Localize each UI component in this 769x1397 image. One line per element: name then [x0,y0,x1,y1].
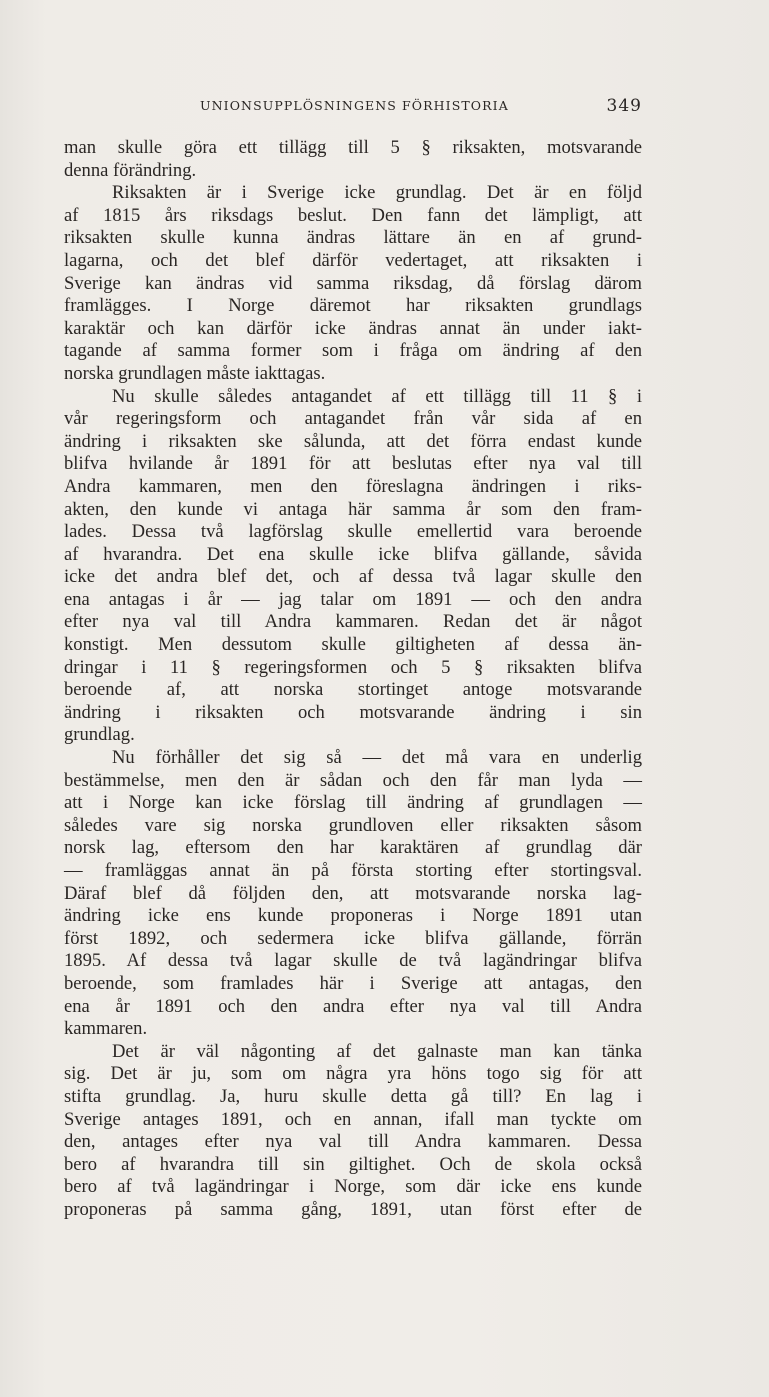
text-line: Riksakten är i Sverige icke grundlag. Det är en följd [112,182,642,204]
text-line: proponeras på samma gång, 1891, utan först efter de [64,1198,642,1220]
text-line: norska grundlagen måste iakttagas. [64,362,326,384]
text-line: kammaren. [64,1018,148,1040]
text-line: Nu förhåller det sig så — det må vara en underlig [112,747,642,769]
text-line: ena år 1891 och den andra efter nya val till Andra [64,995,642,1017]
text-line: norsk lag, eftersom den har karaktären af grundlag där [64,837,642,859]
text-line: beroende, som framlades här i Sverige att antagas, den [64,972,642,994]
text-line: af hvarandra. Det ena skulle icke blifva gällande, såvida [64,543,642,565]
text-line: Sverige kan ändras vid samma riksdag, då förslag därom [64,272,642,294]
text-line: vår regeringsform och antagandet från vår sida af en [64,408,642,430]
text-line: att i Norge kan icke förslag till ändring af grundlagen — [64,792,642,814]
text-line: bero af hvarandra till sin giltighet. Och de skola också [64,1153,642,1175]
text-line: således vare sig norska grundloven eller riksakten såsom [64,814,642,836]
text-line: — framläggas annat än på första storting efter stortingsval. [64,860,642,881]
page-number: 349 [606,96,642,116]
text-line: bestämmelse, men den är sådan och den får man lyda — [64,769,642,791]
text-line: riksakten skulle kunna ändras lättare än en af grund- [64,227,642,249]
text-line: framlägges. I Norge däremot har riksakten grundlags [64,295,642,317]
text-line: denna förändring. [64,159,197,181]
text-line: karaktär och kan därför icke ändras annat än under iakt- [64,317,642,339]
text-line: Andra kammaren, men den föreslagna ändringen i riks- [64,475,642,497]
text-line: ändring i riksakten ske sålunda, att det förra endast kunde [64,430,642,452]
text-line: tagande af samma former som i fråga om ändring af den [64,340,642,362]
text-line: efter nya val till Andra kammaren. Redan det är något [64,611,642,633]
text-line: dringar i 11 § regeringsformen och 5 § riksakten blifva [64,656,642,678]
text-line: 1895. Af dessa två lagar skulle de två lagändringar blifva [64,950,642,972]
text-line: Sverige antages 1891, och en annan, ifall man tyckte om [64,1108,642,1130]
text-line: först 1892, och sedermera icke blifva gällande, förrän [64,927,642,949]
text-line: konstigt. Men dessutom skulle giltigheten af dessa än- [64,634,642,656]
text-line: Nu skulle således antagandet af ett tillägg till 11 § i [112,385,642,407]
text-line: Det är väl någonting af det galnaste man kan tänka [112,1040,642,1062]
text-line: sig. Det är ju, som om några yra höns togo sig för att [64,1063,642,1085]
text-line: blifva hvilande år 1891 för att beslutas efter nya val till [64,453,642,475]
text-line: stifta grundlag. Ja, huru skulle detta gå till? En lag i [64,1085,642,1107]
body-text [64,137,642,1222]
text-line: den, antages efter nya val till Andra kammaren. Dessa [64,1131,642,1153]
text-line: ändring icke ens kunde proponeras i Norge 1891 utan [64,905,642,927]
text-line: akten, den kunde vi antaga här samma år som den fram- [64,498,642,520]
running-title: UNIONSUPPLÖSNINGENS FÖRHISTORIA [200,98,509,113]
text-line: lagarna, och det blef därför vedertaget, att riksakten i [64,249,642,271]
text-line: beroende af, att norska stortinget antoge motsvarande [64,679,642,701]
text-line: bero af två lagändringar i Norge, som där icke ens kunde [64,1176,642,1198]
page-header [64,98,642,120]
text-line: icke det andra blef det, och af dessa två lagar skulle den [64,566,642,588]
text-line: lades. Dessa två lagförslag skulle emellertid vara beroende [64,521,642,543]
text-line: Däraf blef då följden den, att motsvarande norska lag- [64,882,642,904]
text-line: grundlag. [64,724,135,746]
text-line: ena antagas i år — jag talar om 1891 — och den andra [64,588,642,610]
text-line: ändring i riksakten och motsvarande ändring i sin [64,701,642,723]
text-line: man skulle göra ett tillägg till 5 § riksakten, motsvarande [64,137,642,158]
text-line: af 1815 års riksdags beslut. Den fann det lämpligt, att [64,204,642,226]
